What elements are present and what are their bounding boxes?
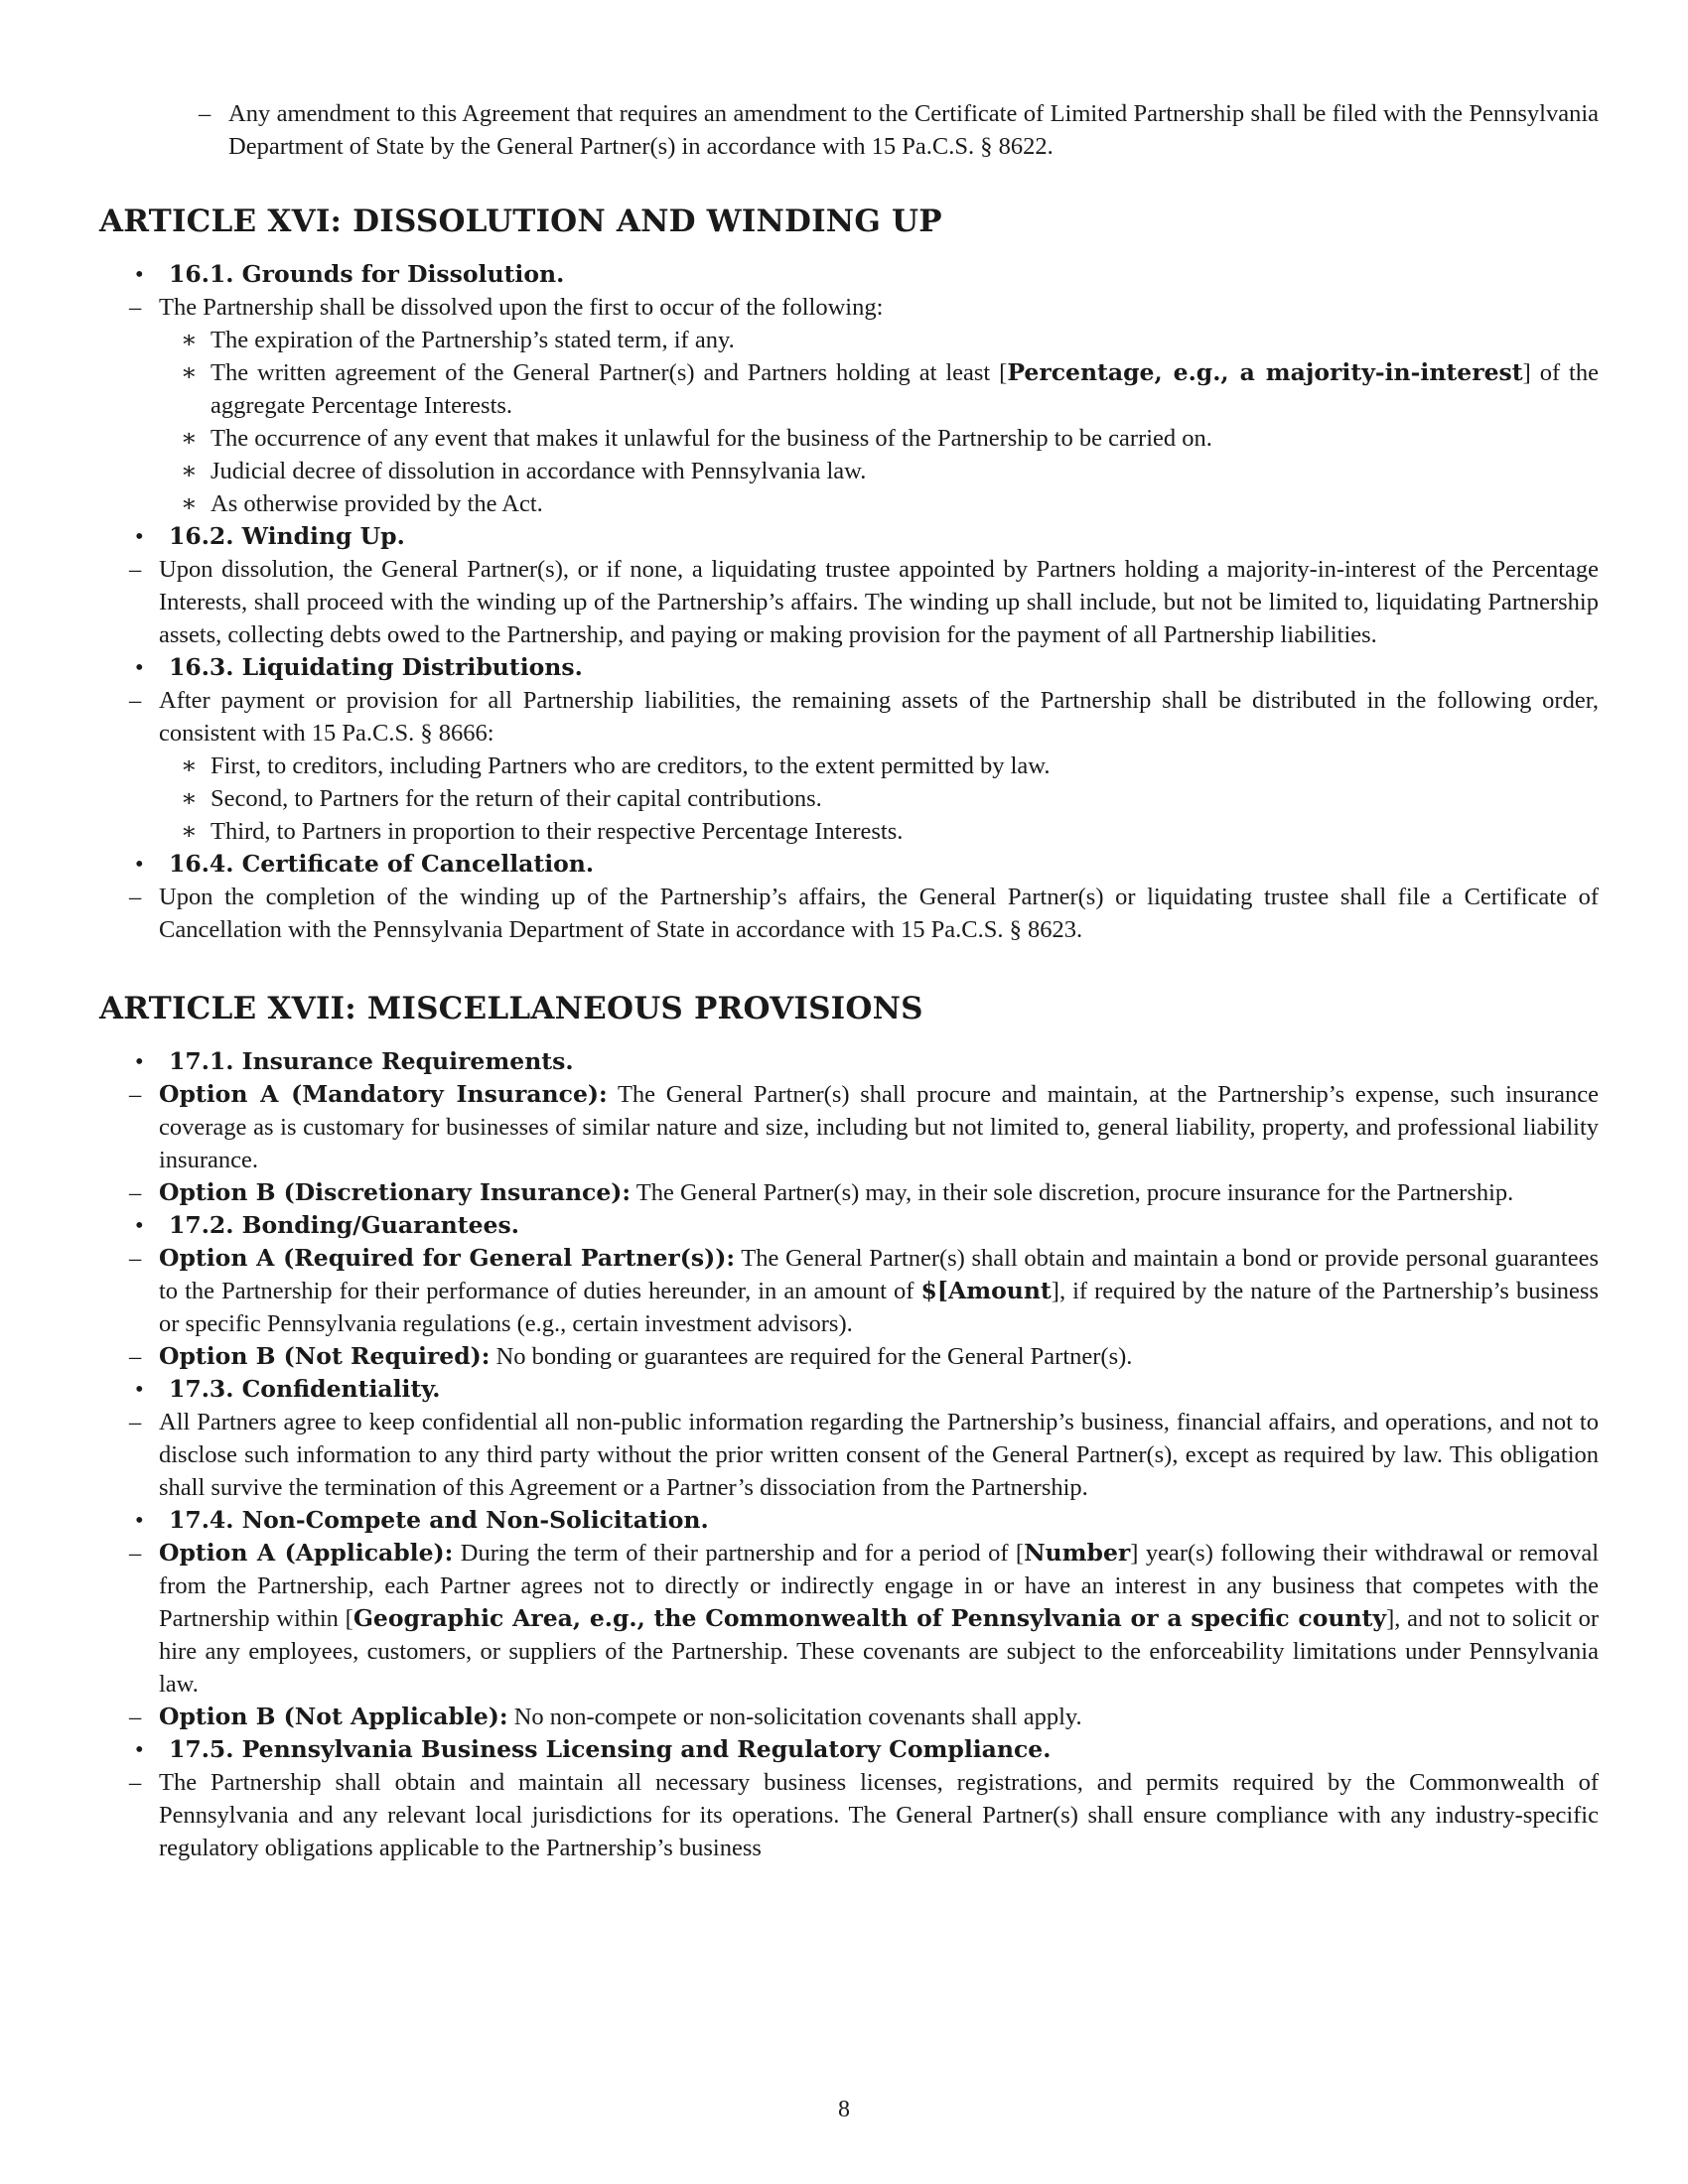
bullet-marker: •: [135, 523, 144, 550]
insurance-option-a: [30, 1078, 1599, 1176]
section-17-2: [99, 1209, 1599, 1242]
confidentiality-text: [30, 1406, 1599, 1504]
star-marker: ∗: [181, 359, 198, 386]
bullet-marker: •: [135, 1048, 144, 1075]
section-heading: 16.1. Grounds for Dissolution.: [169, 260, 565, 288]
item-text: After payment or provision for all Partnership liabilities, the remaining assets of the Partnership shall be distributed in the following order, consistent with 15 Pa.C.S. § 8666:: [159, 687, 1599, 747]
star-marker: ∗: [181, 752, 198, 779]
item-text: The General Partner(s) may, in their sole discretion, procure insurance for the Partnership.: [631, 1179, 1514, 1206]
section-16-3-intro: [30, 684, 1599, 750]
dissolution-ground-1: [30, 324, 1599, 356]
item-text: ], if required by the nature of the Partnership’s business or specific Pennsylvania regulations (e.g., certain investment advisors).: [159, 1278, 1600, 1337]
section-16-2-text: [30, 553, 1599, 651]
star-marker: ∗: [181, 785, 198, 812]
item-text: The expiration of the Partnership’s stated term, if any.: [211, 327, 735, 353]
placeholder-text: Geographic Area, e.g., the Commonwealth of Pennsylvania or a specific county: [352, 1604, 1387, 1632]
dash-marker: –: [129, 1540, 142, 1567]
option-label: Option B (Not Applicable):: [159, 1703, 508, 1730]
item-text: The General Partner(s) shall procure and maintain, at the Partnership’s expense, such insurance coverage as is customary for businesses of similar nature and size, including but not limited to, general liability, property, and professional liability insurance.: [159, 1081, 1599, 1173]
section-16-2: [99, 520, 1599, 553]
document-page: [99, 97, 1599, 1864]
noncompete-option-a: [30, 1537, 1599, 1701]
item-text: Third, to Partners in proportion to their respective Percentage Interests.: [211, 818, 904, 845]
placeholder-text: $[Amount: [920, 1277, 1052, 1304]
bullet-marker: •: [135, 1212, 144, 1239]
page-number: 8: [838, 2097, 850, 2122]
item-text: ] year(s) following their withdrawal or removal from the Partnership, each Partner agrees not to directly or indirectly engage in or have an interest in any business that competes with the Partnership within [: [159, 1540, 1600, 1632]
option-label: Option A (Applicable):: [159, 1539, 454, 1567]
section-17-4: [99, 1504, 1599, 1537]
item-text: The occurrence of any event that makes it unlawful for the business of the Partnership to be carried on.: [211, 425, 1212, 452]
section-16-3: [99, 651, 1599, 684]
section-heading: 17.2. Bonding/Guarantees.: [169, 1211, 519, 1239]
placeholder-text: Percentage, e.g., a majority-in-interest: [1007, 358, 1523, 386]
article-16-title: ARTICLE XVI: DISSOLUTION AND WINDING UP: [99, 204, 942, 239]
item-text: During the term of their partnership and for a period of [: [453, 1540, 1025, 1567]
section-17-3: [99, 1373, 1599, 1406]
star-marker: ∗: [181, 458, 198, 484]
article-17-title: ARTICLE XVII: MISCELLANEOUS PROVISIONS: [99, 991, 923, 1026]
bullet-marker: •: [135, 1736, 144, 1763]
section-16-1: [99, 258, 1599, 291]
item-text: No bonding or guarantees are required for the General Partner(s).: [490, 1343, 1133, 1370]
item-text: The written agreement of the General Partner(s) and Partners holding at least [: [211, 359, 1008, 386]
item-text: All Partners agree to keep confidential all non-public information regarding the Partnership’s business, financial affairs, and operations, and not to disclose such information to any third party without the prior written consent of the General Partner(s), except as required by law. This obligation shall survive the termination of this Agreement or a Partner’s dissociation from the Partnership.: [159, 1409, 1599, 1501]
placeholder-text: Number: [1024, 1539, 1131, 1567]
section-16-1-intro: [30, 291, 1599, 324]
bullet-marker: •: [135, 1376, 144, 1403]
item-text: ] of the aggregate Percentage Interests.: [211, 359, 1599, 419]
amendment-filing-item: [99, 97, 1599, 163]
dash-marker: –: [199, 100, 211, 127]
option-label: Option B (Not Required):: [159, 1342, 491, 1370]
dash-marker: –: [129, 294, 142, 321]
article-17-body: [99, 1045, 1599, 1864]
option-label: Option A (Required for General Partner(s)):: [159, 1244, 736, 1272]
distribution-order-2: [30, 782, 1599, 815]
item-text: Upon dissolution, the General Partner(s), or if none, a liquidating trustee appointed by Partners holding a majority-in-interest of the Percentage Interests, shall proceed with the winding up of the Partnership’s affairs. The winding up shall include, but not be limited to, liquidating Partnership assets, collecting debts owed to the Partnership, and paying or making provision for the payment of all Partnership liabilities.: [159, 556, 1599, 648]
section-16-4: [99, 848, 1599, 881]
star-marker: ∗: [181, 327, 198, 353]
noncompete-option-b: [30, 1701, 1599, 1733]
option-label: Option A (Mandatory Insurance):: [159, 1080, 608, 1108]
section-heading: 16.3. Liquidating Distributions.: [169, 653, 583, 681]
distribution-order-3: [30, 815, 1599, 848]
dash-marker: –: [129, 687, 142, 714]
bonding-option-b: [30, 1340, 1599, 1373]
section-17-5: [99, 1733, 1599, 1766]
item-text: The Partnership shall obtain and maintain all necessary business licenses, registrations, and permits required by the Commonwealth of Pennsylvania and any relevant local jurisdictions for its operations. The General Partner(s) shall ensure compliance with any industry-specific regulatory obligations applicable to the Partnership’s business: [159, 1769, 1599, 1861]
item-text: Judicial decree of dissolution in accordance with Pennsylvania law.: [211, 458, 867, 484]
bullet-marker: •: [135, 654, 144, 681]
distribution-order-1: [30, 750, 1599, 782]
star-marker: ∗: [181, 490, 198, 517]
dash-marker: –: [129, 1343, 142, 1370]
bullet-marker: •: [135, 851, 144, 878]
item-text: First, to creditors, including Partners who are creditors, to the extent permitted by law.: [211, 752, 1051, 779]
bonding-option-a: [30, 1242, 1599, 1340]
article-16-body: [99, 258, 1599, 946]
dash-marker: –: [129, 1409, 142, 1435]
item-text: The General Partner(s) shall obtain and maintain a bond or provide personal guarantees to the Partnership for their performance of duties hereunder, in an amount of: [159, 1245, 1599, 1304]
section-heading: 16.4. Certificate of Cancellation.: [169, 850, 595, 878]
bullet-marker: •: [135, 1507, 144, 1534]
dash-marker: –: [129, 1704, 142, 1730]
dash-marker: –: [129, 1081, 142, 1108]
dissolution-ground-2: [30, 356, 1599, 422]
dash-marker: –: [129, 556, 142, 583]
item-text: No non-compete or non-solicitation covenants shall apply.: [507, 1704, 1082, 1730]
item-text: Second, to Partners for the return of their capital contributions.: [211, 785, 822, 812]
section-heading: 17.4. Non-Compete and Non-Solicitation.: [169, 1506, 709, 1534]
section-16-4-text: [30, 881, 1599, 946]
section-heading: 17.1. Insurance Requirements.: [169, 1047, 574, 1075]
dash-marker: –: [129, 884, 142, 910]
section-heading: 17.5. Pennsylvania Business Licensing and Regulatory Compliance.: [169, 1735, 1052, 1763]
dissolution-ground-3: [30, 422, 1599, 455]
item-text: The Partnership shall be dissolved upon the first to occur of the following:: [159, 294, 884, 321]
dash-marker: –: [129, 1769, 142, 1796]
dissolution-ground-4: [30, 455, 1599, 487]
section-heading: 16.2. Winding Up.: [169, 522, 405, 550]
amendment-filing-text: Any amendment to this Agreement that requires an amendment to the Certificate of Limited Partnership shall be filed with the Pennsylvania Department of State by the General Partner(s) in accordance with 15 Pa.C.S. § 8622.: [228, 100, 1599, 160]
bullet-marker: •: [135, 261, 144, 288]
section-heading: 17.3. Confidentiality.: [169, 1375, 441, 1403]
dash-marker: –: [129, 1179, 142, 1206]
star-marker: ∗: [181, 425, 198, 452]
insurance-option-b: [30, 1176, 1599, 1209]
star-marker: ∗: [181, 818, 198, 845]
item-text: Upon the completion of the winding up of the Partnership’s affairs, the General Partner(s) or liquidating trustee shall file a Certificate of Cancellation with the Pennsylvania Department of State in accordance with 15 Pa.C.S. § 8623.: [159, 884, 1599, 943]
dash-marker: –: [129, 1245, 142, 1272]
item-text: As otherwise provided by the Act.: [211, 490, 543, 517]
option-label: Option B (Discretionary Insurance):: [159, 1178, 632, 1206]
licensing-text: [30, 1766, 1599, 1864]
item-text: ], and not to solicit or hire any employees, customers, or suppliers of the Partnership. These covenants are subject to the enforceability limitations under Pennsylvania law.: [159, 1605, 1599, 1698]
dissolution-ground-5: [30, 487, 1599, 520]
section-17-1: [99, 1045, 1599, 1078]
